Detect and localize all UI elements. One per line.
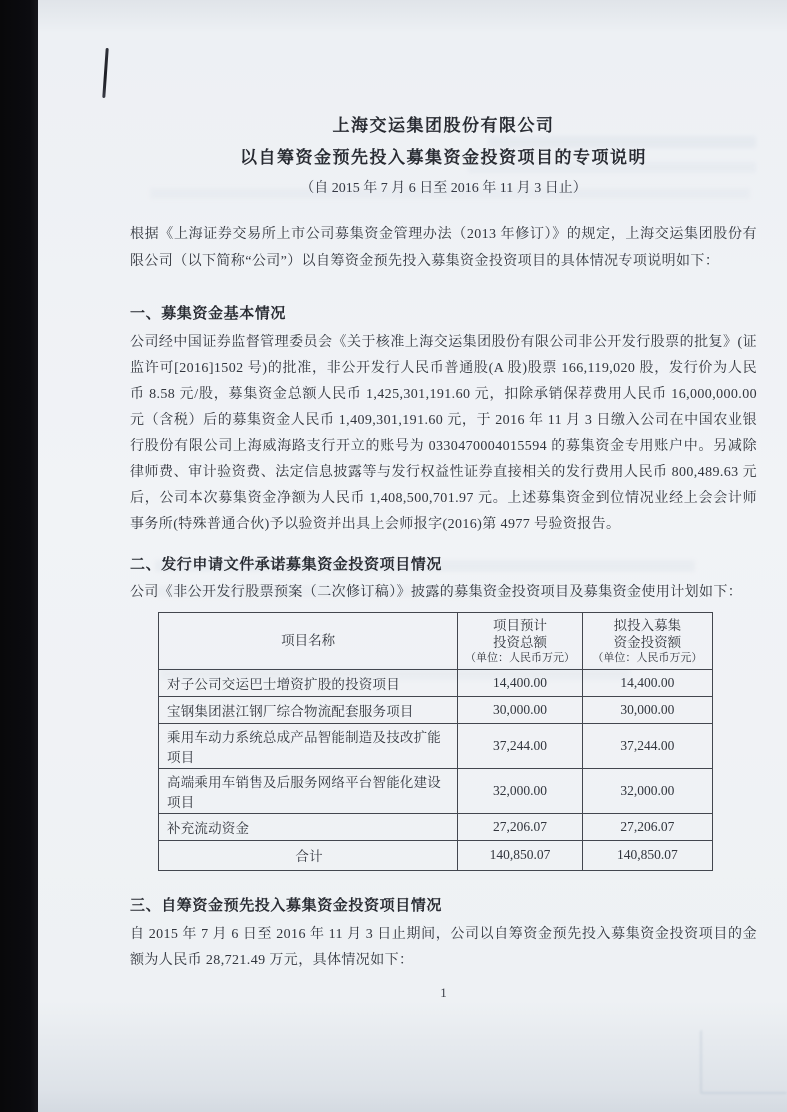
- project-name: 高端乘用车销售及后服务网络平台智能化建设项目: [159, 768, 458, 813]
- project-name: 乘用车动力系统总成产品智能制造及技改扩能项目: [159, 723, 458, 768]
- section2-body: 公司《非公开发行股票预案（二次修订稿）》披露的募集资金投资项目及募集资金使用计划如下：: [130, 585, 743, 600]
- header-raised-unit: （单位：人民币万元）: [592, 651, 703, 664]
- bleedthrough-artifact: [700, 1030, 787, 1094]
- table-row: [159, 813, 713, 840]
- raised-amount: 37,244.00: [582, 723, 712, 768]
- total-label: 合计: [159, 840, 458, 870]
- total-planned-amount: 140,850.07: [458, 840, 583, 870]
- header-planned-unit: （单位：人民币万元）: [464, 651, 575, 664]
- document-content: [130, 114, 757, 1001]
- project-name: 对子公司交运巴士增资扩股的投资项目: [159, 669, 458, 696]
- planned-amount: 14,400.00: [458, 669, 583, 696]
- section1-heading: 一、募集资金基本情况: [130, 306, 287, 322]
- pen-stroke-artifact: [102, 48, 108, 98]
- investment-projects-table: [158, 612, 713, 871]
- header-planned-line1: 项目预计: [492, 617, 547, 633]
- header-raised-line2: 资金投资额: [613, 634, 682, 650]
- page-number: 1: [440, 984, 447, 1000]
- header-planned-line2: 投资总额: [492, 634, 547, 650]
- header-planned-investment: [458, 612, 583, 669]
- section3-heading: 三、自筹资金预先投入募集资金投资项目情况: [130, 897, 443, 914]
- scan-edge-black-band: [0, 0, 38, 1112]
- section1-body: 公司经中国证券监督管理委员会《关于核准上海交运集团股份有限公司非公开发行股票的批复》(证监许可[2016]1502 号)的批准，非公开发行人民币普通股(A 股)股票 166,119,020 股，发行价为人民币 8.58 元/股，募集资金总额人民币 1,425,301,191.60 元，扣除承销保荐费用人民币 16,000,000.00 元（含税）后的募集资金人民币 1,409,301,191.60 元，于 2016 年 11 月 3 日缴入公司在中国农业银行股份有限公司上海威海路支行开立的账号为 0330470004015594 的募集资金专用账户中。另减除律师费、审计验资费、法定信息披露等与发行权益性证券直接相关的发行费用人民币 800,489.63 元后，公司本次募集资金净额为人民币 1,408,500,701.97 元。上述募集资金到位情况业经上会会计师事务所(特殊普通合伙)予以验资并出具上会师报字(2016)第 4977 号验资报告。: [130, 335, 757, 532]
- document-title-subject: 以自筹资金预先投入募集资金投资项目的专项说明: [240, 148, 647, 167]
- planned-amount: 30,000.00: [458, 696, 583, 723]
- intro-paragraph: 根据《上海证券交易所上市公司募集资金管理办法（2013 年修订）》的规定，上海交运集团股份有限公司（以下简称“公司”）以自筹资金预先投入募集资金投资项目的具体情况专项说明如下：: [130, 227, 757, 269]
- planned-amount: 32,000.00: [458, 768, 583, 813]
- total-raised-amount: 140,850.07: [582, 840, 712, 870]
- section3-body: 自 2015 年 7 月 6 日至 2016 年 11 月 3 日止期间，公司以自筹资金预先投入募集资金投资项目的金额为人民币 28,721.49 万元，具体情况如下：: [130, 926, 757, 968]
- planned-amount: 37,244.00: [458, 723, 583, 768]
- document-date-range: （自 2015 年 7 月 6 日至 2016 年 11 月 3 日止）: [300, 181, 587, 196]
- planned-amount: 27,206.07: [458, 813, 583, 840]
- project-name: 宝钢集团湛江钢厂综合物流配套服务项目: [159, 696, 458, 723]
- raised-amount: 30,000.00: [582, 696, 712, 723]
- project-name: 补充流动资金: [159, 813, 458, 840]
- raised-amount: 32,000.00: [582, 768, 712, 813]
- header-raised-line1: 拟投入募集: [613, 617, 682, 633]
- table-total-row: [159, 840, 713, 870]
- raised-amount: 27,206.07: [582, 813, 712, 840]
- table-header-row: [159, 612, 713, 669]
- header-raised-investment: [582, 612, 712, 669]
- table-row: [159, 768, 713, 813]
- raised-amount: 14,400.00: [582, 669, 712, 696]
- table-row: [159, 723, 713, 768]
- table-row: [159, 669, 713, 696]
- header-project-name: 项目名称: [159, 612, 458, 669]
- table-row: [159, 696, 713, 723]
- document-title-company: 上海交运集团股份有限公司: [332, 116, 555, 135]
- section2-heading: 二、发行申请文件承诺募集资金投资项目情况: [130, 557, 443, 573]
